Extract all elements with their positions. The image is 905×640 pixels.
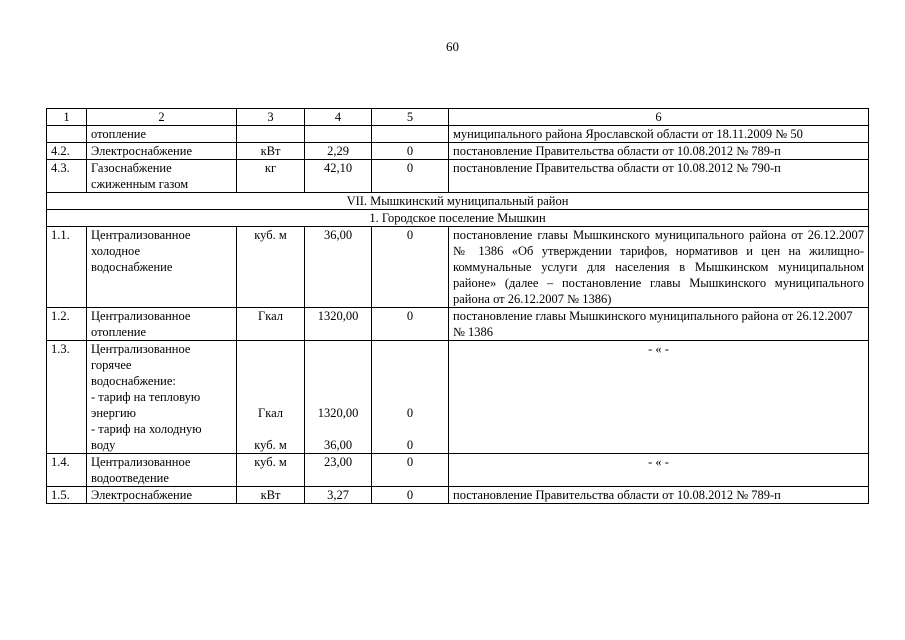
subsection-title: 1. Городское поселение Мышкин [47, 210, 869, 227]
unit-cell: кВт [237, 487, 305, 504]
header-cell: 2 [87, 109, 237, 126]
header-cell: 1 [47, 109, 87, 126]
row-number: 4.3. [47, 160, 87, 193]
norm-cell: 0 0 [372, 341, 449, 454]
document-cell: - « - [449, 454, 869, 487]
table-row [47, 454, 869, 487]
norm-cell: 0 [372, 143, 449, 160]
table-row [47, 227, 869, 308]
norm-cell [372, 126, 449, 143]
page-number: 60 [446, 39, 459, 54]
table-row [47, 341, 869, 454]
unit-cell: Гкал куб. м [237, 341, 305, 454]
service-name: Электроснабжение [87, 487, 237, 504]
norm-cell: 0 [372, 308, 449, 341]
header-cell: 4 [305, 109, 372, 126]
service-name: Централизованное отопление [87, 308, 237, 341]
service-name: Газоснабжение сжиженным газом [87, 160, 237, 193]
table-header-row [47, 109, 869, 126]
value-cell: 3,27 [305, 487, 372, 504]
service-name: Электроснабжение [87, 143, 237, 160]
service-name: отопление [87, 126, 237, 143]
row-number: 1.5. [47, 487, 87, 504]
norm-cell: 0 [372, 227, 449, 308]
document-cell: муниципального района Ярославской области от 18.11.2009 № 50 [449, 126, 869, 143]
row-number: 1.4. [47, 454, 87, 487]
norm-cell: 0 [372, 454, 449, 487]
document-cell: постановление главы Мышкинского муниципального района от 26.12.2007 № 1386 «Об утверждении тарифов, нормативов и цен на жилищно-коммунальные услуги для населения в Мышкинском муниципальном районе» (далее – постановление главы Мышкинского муниципального района от 26.12.2007 № 1386) [449, 227, 869, 308]
document-cell: постановление Правительства области от 10.08.2012 № 789-п [449, 487, 869, 504]
row-number: 4.2. [47, 143, 87, 160]
header-cell: 5 [372, 109, 449, 126]
header-cell: 3 [237, 109, 305, 126]
value-cell: 1320,00 36,00 [305, 341, 372, 454]
table-row [47, 143, 869, 160]
norm-cell: 0 [372, 160, 449, 193]
value-cell: 42,10 [305, 160, 372, 193]
document-cell: постановление главы Мышкинского муниципального района от 26.12.2007 № 1386 [449, 308, 869, 341]
unit-cell: Гкал [237, 308, 305, 341]
norm-cell: 0 [372, 487, 449, 504]
row-number: 1.2. [47, 308, 87, 341]
unit-cell: кВт [237, 143, 305, 160]
header-cell: 6 [449, 109, 869, 126]
table-row [47, 308, 869, 341]
document-cell: постановление Правительства области от 10.08.2012 № 790-п [449, 160, 869, 193]
value-cell [305, 126, 372, 143]
section-title: VII. Мышкинский муниципальный район [47, 193, 869, 210]
unit-cell: кг [237, 160, 305, 193]
unit-cell [237, 126, 305, 143]
unit-cell: куб. м [237, 227, 305, 308]
row-number: 1.3. [47, 341, 87, 454]
subsection-row [47, 210, 869, 227]
row-number [47, 126, 87, 143]
document-cell: постановление Правительства области от 10.08.2012 № 789-п [449, 143, 869, 160]
value-cell: 23,00 [305, 454, 372, 487]
document-cell: - « - [449, 341, 869, 454]
service-name: Централизованное водоотведение [87, 454, 237, 487]
table-row [47, 160, 869, 193]
table-row [47, 126, 869, 143]
value-cell: 36,00 [305, 227, 372, 308]
service-name: Централизованное холодное водоснабжение [87, 227, 237, 308]
unit-cell: куб. м [237, 454, 305, 487]
table-row [47, 487, 869, 504]
service-name: Централизованное горячее водоснабжение: - тариф на тепловую энергию - тариф на холодную воду [87, 341, 237, 454]
row-number: 1.1. [47, 227, 87, 308]
section-row [47, 193, 869, 210]
tariff-table [46, 108, 869, 504]
value-cell: 2,29 [305, 143, 372, 160]
value-cell: 1320,00 [305, 308, 372, 341]
